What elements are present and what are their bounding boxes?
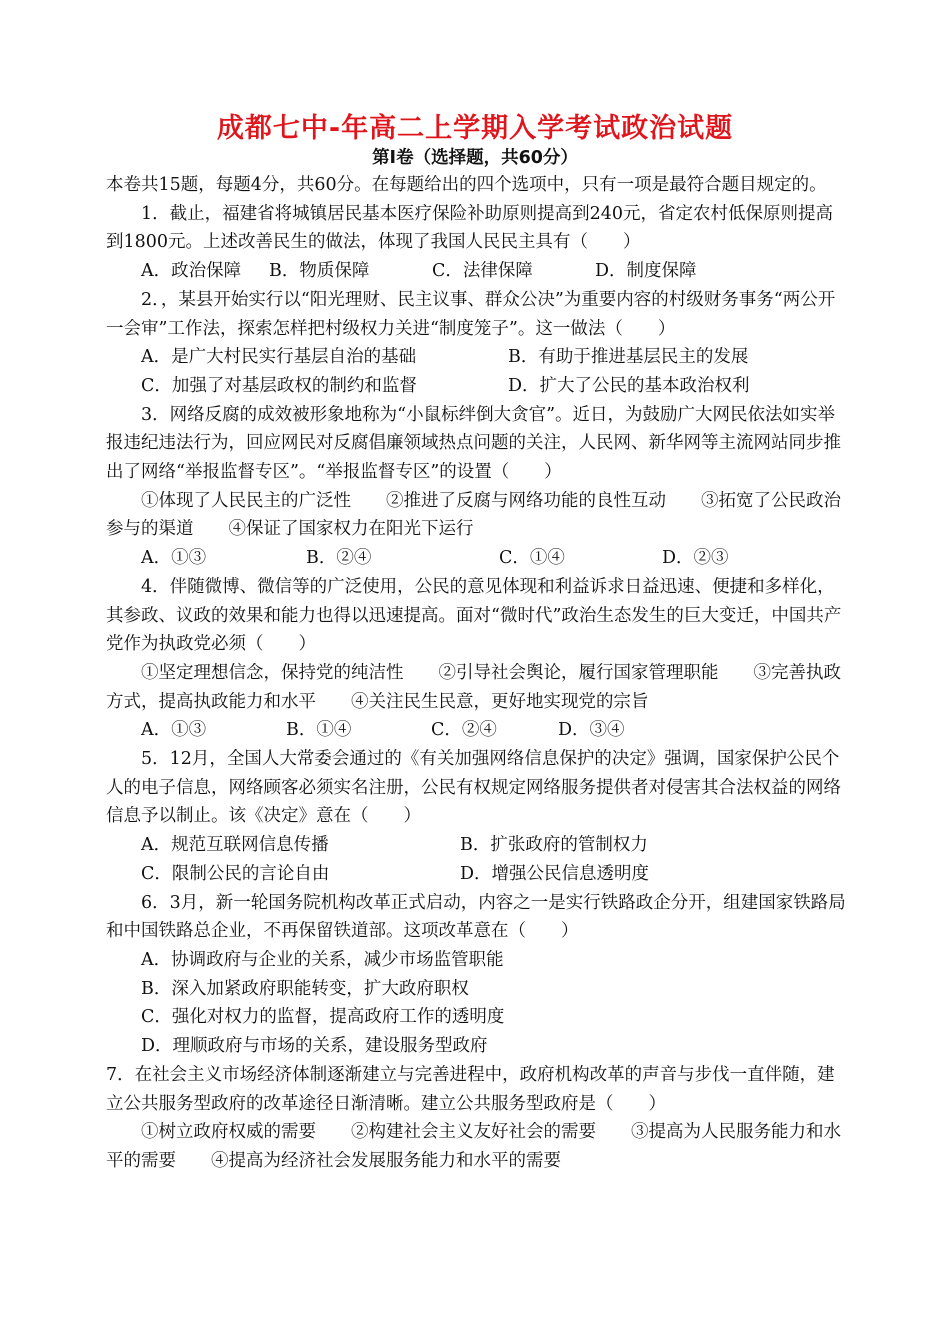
q4-option-a: A．①③: [141, 720, 207, 741]
q6-option-d: D．理顺政府与市场的关系，建设服务型政府: [141, 1036, 488, 1057]
q4-option-c: C．②④: [431, 720, 497, 741]
q1-option-c: C．法律保障: [432, 261, 533, 282]
q2-option-d: D．扩大了公民的基本政治权利: [508, 375, 750, 396]
question-5-options-cd: [106, 860, 850, 889]
exam-body: [106, 171, 850, 1176]
q6-option-c: C．强化对权力的监督，提高政府工作的透明度: [141, 1007, 505, 1028]
question-4-items: ①坚定理想信念，保持党的纯洁性 ②引导社会舆论，履行国家管理职能 ③完善执政方式，提高执政能力和水平 ④关注民生民意，更好地实现党的宗旨: [106, 662, 841, 712]
page-title: 成都七中-年高二上学期入学考试政治试题: [216, 113, 734, 144]
question-3-items: ①体现了人民民主的广泛性 ②推进了反腐与网络功能的良性互动 ③拓宽了公民政治参与的渠道 ④保证了国家权力在阳光下运行: [106, 490, 841, 540]
question-2-options-ab: [106, 343, 850, 372]
question-3-stem: 3．网络反腐的成效被形象地称为“小鼠标绊倒大贪官”。近日，为鼓励广大网民依法如实举报违纪违法行为，回应网民对反腐倡廉领域热点问题的关注，人民网、新华网等主流网站同步推出了网络“举报监督专区”。“举报监督专区”的设置（ ）: [106, 404, 841, 483]
q3-option-b: B．②④: [306, 548, 372, 569]
q2-option-c: C．加强了对基层政权的制约和监督: [141, 375, 417, 396]
section-heading: 第Ⅰ卷（选择题，共60分）: [372, 148, 578, 168]
question-5-options-ab: [106, 831, 850, 860]
question-5-stem: 5．12月，全国人大常委会通过的《有关加强网络信息保护的决定》强调，国家保护公民个人的电子信息，网络顾客必须实名注册，公民有权规定网络服务提供者对侵害其合法权益的网络信息予以制止。该《决定》意在（ ）: [106, 749, 841, 827]
question-2-stem: 2．，某县开始实行以“阳光理财、民主议事、群众公决”为重要内容的村级财务事务“两公开一会审”工作法，探索怎样把村级权力关进“制度笼子”。这一做法（ ）: [106, 289, 836, 339]
q5-option-a: A．规范互联网信息传播: [141, 835, 329, 856]
q6-option-b: B．深入加紧政府职能转变，扩大政府职权: [141, 978, 469, 999]
q3-option-d: D．②③: [662, 548, 729, 569]
q1-option-d: D．制度保障: [595, 261, 697, 282]
question-4-stem: 4．伴随微博、微信等的广泛使用，公民的意见体现和利益诉求日益迅速、便捷和多样化，其参政、议政的效果和能力也得以迅速提高。面对“微时代”政治生态发生的巨大变迁，中国共产党作为执政党必须（ ）: [106, 576, 842, 655]
question-7-stem: 7．在社会主义市场经济体制逐渐建立与完善进程中，政府机构改革的声音与步伐一直伴随，建立公共服务型政府的改革途径日渐清晰。建立公共服务型政府是（ ）: [106, 1064, 835, 1114]
question-1-options: [106, 257, 850, 286]
question-3-options: [106, 544, 850, 573]
q2-option-a: A．是广大村民实行基层自治的基础: [141, 347, 417, 368]
q5-option-b: B．扩张政府的管制权力: [460, 835, 648, 856]
q6-option-a: A．协调政府与企业的关系，减少市场监管职能: [141, 949, 504, 970]
question-7-items: ①树立政府权威的需要 ②构建社会主义友好社会的需要 ③提高为人民服务能力和水平的需要 ④提高为经济社会发展服务能力和水平的需要: [106, 1122, 841, 1171]
q5-option-d: D．增强公民信息透明度: [460, 863, 650, 884]
question-6-stem: 6．3月，新一轮国务院机构改革正式启动，内容之一是实行铁路政企分开，组建国家铁路局和中国铁路总企业，不再保留铁道部。这项改革意在（ ）: [106, 892, 846, 942]
q3-option-c: C．①④: [499, 548, 565, 569]
q1-option-a: A．政治保障: [141, 261, 242, 282]
q2-option-b: B．有助于推进基层民主的发展: [508, 347, 749, 368]
question-4-options: [106, 716, 850, 745]
question-2-options-cd: [106, 372, 850, 401]
instructions: 本卷共15题，每题4分，共60分。在每题给出的四个选项中，只有一项是最符合题目规定的。: [106, 175, 827, 195]
q4-option-b: B．①④: [286, 720, 352, 741]
question-1-stem: 1．截止，福建省将城镇居民基本医疗保险补助原则提高到240元，省定农村低保原则提高到1800元。上述改善民生的做法，体现了我国人民民主具有（ ）: [106, 203, 834, 253]
q1-option-b: B．物质保障: [269, 261, 370, 282]
q4-option-d: D．③④: [558, 720, 625, 741]
q5-option-c: C．限制公民的言论自由: [141, 863, 330, 884]
q3-option-a: A．①③: [141, 548, 207, 569]
